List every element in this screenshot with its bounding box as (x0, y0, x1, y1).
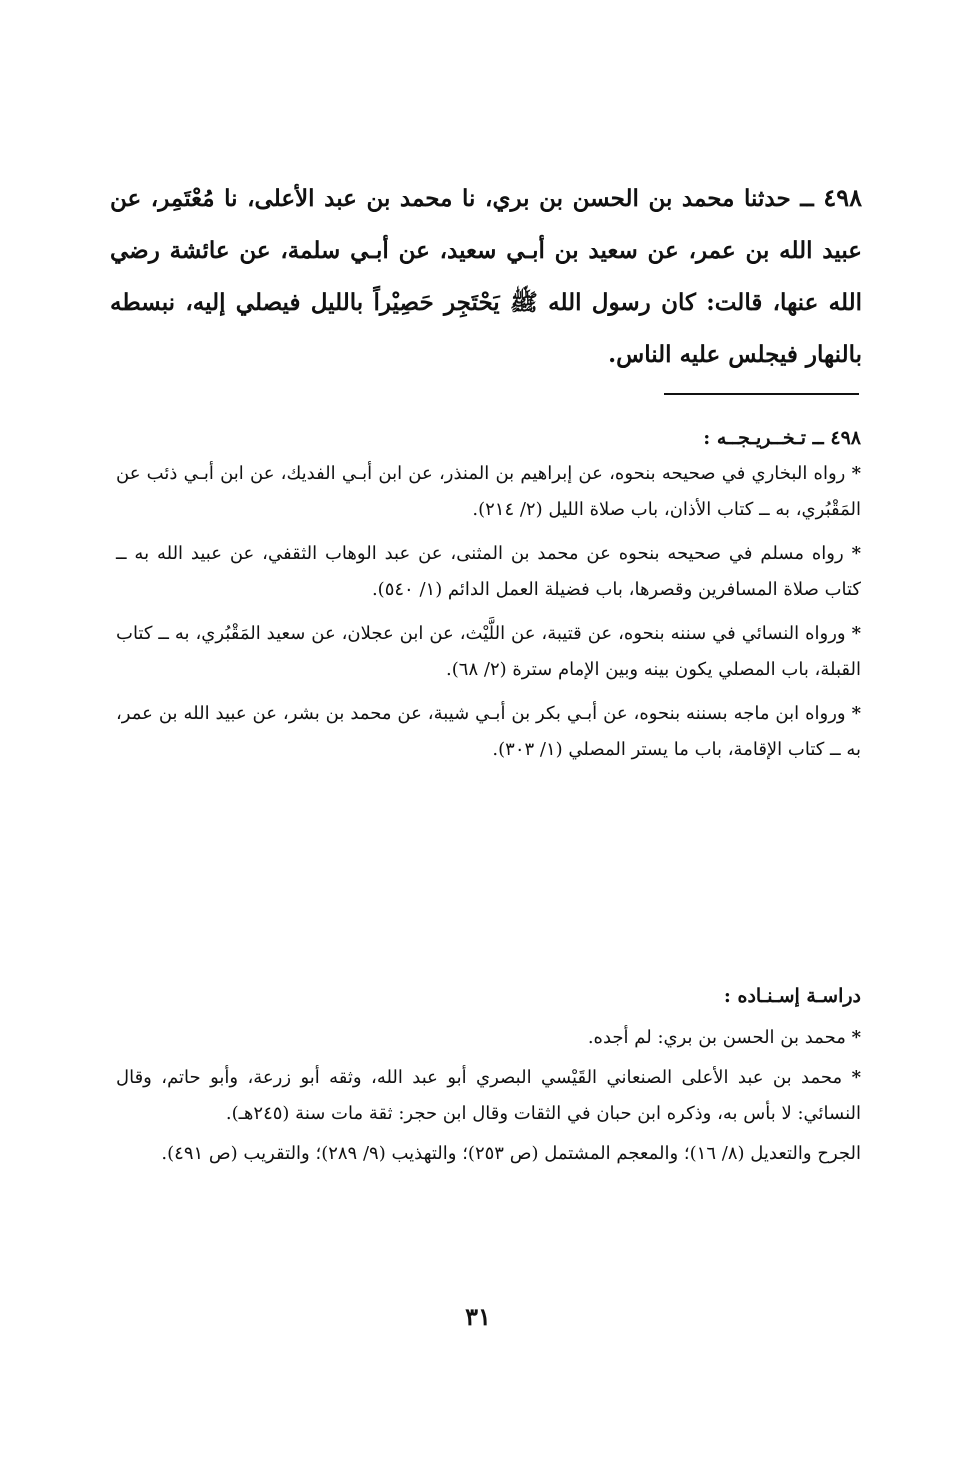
hadith-text: حدثنا محمد بن الحسن بن بري، نا محمد بن عبد الأعلى، نا مُعْتَمِر، عن عبيد الله بن عمر، عن سعيد بن أبـي سعيد، عن أبـي سلمة، عن عائشة رضي الله عنها، قالت: كان رسول الله ﷺ يَحْتَجِر حَصِيْراً بالليل فيصلي إليه، نبسطه بالنهار فيجلس عليه الناس. (110, 185, 862, 368)
takhrij-item: * ورواه ابن ماجه بسننه بنحوه، عن أبـي بكر بن أبـي شيبة، عن محمد بن بشر، عن عبيد الله بن عمر، به ــ كتاب الإقامة، باب ما يستر المصلي (١/ ٣٠٣). (116, 703, 861, 760)
isnad-section (116, 978, 861, 1172)
isnad-item: * محمد بن عبد الأعلى الصنعاني القَيْسي البصري أبو عبد الله، وثقه أبو زرعة، وأبو حاتم، وقال النسائي: لا بأس به، وذكره ابن حبان في الثقات وقال ابن حجر: ثقة مات سنة (٢٤٥هـ). (116, 1067, 861, 1124)
bullet-star: * (851, 703, 861, 724)
isnad-heading: دراسـة إسـنـاده : (723, 985, 861, 1007)
takhrij-item: * رواه مسلم في صحيحه بنحوه عن محمد بن المثنى، عن عبد الوهاب الثقفي، عن عبيد الله به ــ كتاب صلاة المسافرين وقصرها، باب فضيلة العمل الدائم (١/ ٥٤٠). (116, 543, 861, 600)
bullet-star: * (851, 1067, 861, 1088)
takhrij-section (116, 420, 861, 768)
hadith-dash: ــ (790, 185, 824, 212)
isnad-references: الجرح والتعديل (٨/ ١٦)؛ والمعجم المشتمل (ص ٢٥٣)؛ والتهذيب (٩/ ٢٨٩)؛ والتقريب (ص ٤٩١). (161, 1143, 861, 1164)
bullet-star: * (851, 623, 861, 644)
bullet-star: * (851, 463, 861, 484)
page-number: ٣١ (465, 1302, 491, 1331)
hadith-paragraph (110, 172, 862, 381)
bullet-star: * (851, 543, 861, 564)
hadith-number: ٤٩٨ (823, 183, 862, 212)
takhrij-heading: ٤٩٨ ــ تـخــريـجــه : (703, 427, 861, 449)
bullet-star: * (851, 1027, 861, 1048)
footnote-divider (664, 393, 859, 395)
takhrij-item: * رواه البخاري في صحيحه بنحوه، عن إبراهيم بن المنذر، عن ابن أبـي الفديك، عن ابن أبـي ذئب عن المَقْبُري، به ــ كتاب الأذان، باب صلاة الليل (٢/ ٢١٤). (116, 463, 861, 520)
takhrij-item: * ورواه النسائي في سننه بنحوه، عن قتيبة، عن اللَّيْث، عن ابن عجلان، عن سعيد المَقْبُري، به ــ كتاب القبلة، باب المصلي يكون بينه وبين الإمام سترة (٢/ ٦٨). (116, 623, 861, 680)
isnad-item: * محمد بن الحسن بن بري: لم أجده. (587, 1027, 861, 1048)
